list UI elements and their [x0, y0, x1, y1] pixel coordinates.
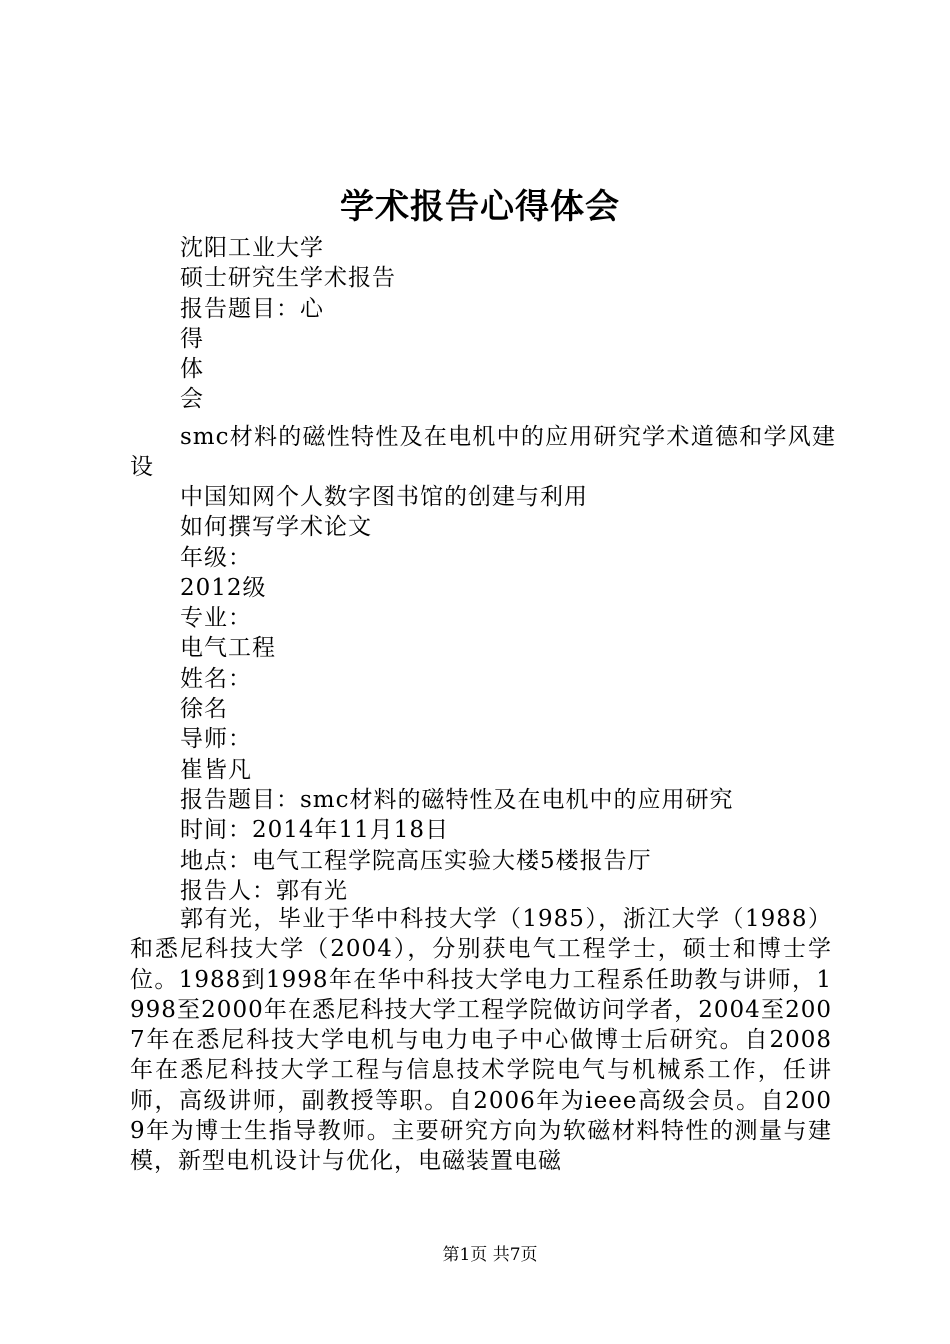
- header-line: 硕士研究生学术报告: [180, 265, 396, 292]
- info-lines: [180, 482, 840, 906]
- header-lines: [180, 233, 840, 415]
- info-line: 报告人：郭有光: [180, 877, 348, 904]
- bio-paragraph: 郭有光，毕业于华中科技大学（1985），浙江大学（1988）和悉尼科技大学（2004），分别获电气工程学士，硕士和博士学位。1988到1998年在华中科技大学电力工程系任助教与讲师，1998至2000年在悉尼科技大学工程学院做访问学者，2004至2007年在悉尼科技大学电机与电力电子中心做博士后研究。自2008年在悉尼科技大学工程与信息技术学院电气与机械系工作，任讲师，高级讲师，副教授等职。自2006年为ieee高级会员。自2009年为博士生指导教师。主要研究方向为软磁材料特性的测量与建模，新型电机设计与优化，电磁装置电磁: [130, 906, 832, 1175]
- info-line: 报告题目：smc材料的磁特性及在电机中的应用研究: [180, 786, 734, 813]
- header-line: 会: [180, 386, 204, 413]
- info-line: 徐名: [180, 696, 228, 723]
- header-line: 体: [180, 356, 204, 383]
- info-line: 崔皆凡: [180, 756, 252, 783]
- header-line: 得: [180, 325, 204, 352]
- document-title: 学术报告心得体会: [340, 187, 620, 227]
- header-line: 报告题目：心: [180, 295, 324, 322]
- info-line: 时间：2014年11月18日: [180, 817, 450, 844]
- report-topics-paragraph: smc材料的磁性特性及在电机中的应用研究学术道德和学风建设: [130, 424, 836, 481]
- info-line: 中国知网个人数字图书馆的创建与利用: [180, 484, 588, 510]
- header-line: 沈阳工业大学: [180, 235, 324, 261]
- info-line: 姓名：: [180, 665, 252, 692]
- info-line: 地点：电气工程学院高压实验大楼5楼报告厅: [180, 847, 652, 874]
- info-line: 专业：: [180, 605, 252, 632]
- info-line: 电气工程: [180, 635, 276, 662]
- info-line: 2012级: [180, 574, 267, 601]
- info-line: 导师：: [180, 726, 252, 753]
- page-footer: 第1页 共7页: [442, 1245, 538, 1265]
- info-line: 年级：: [180, 544, 252, 571]
- info-line: 如何撰写学术论文: [180, 514, 372, 541]
